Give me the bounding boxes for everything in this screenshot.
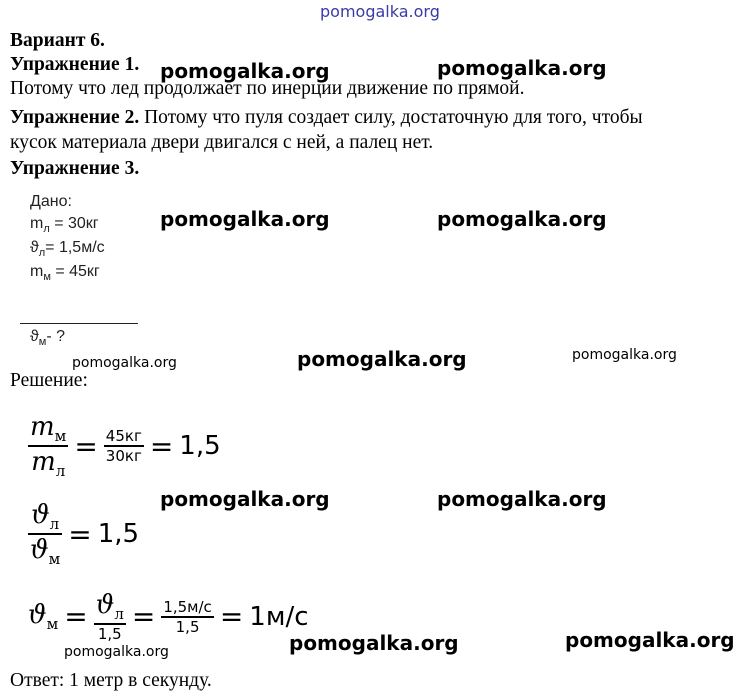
watermark-top: pomogalka.org [320,2,440,21]
f2-equals: = [68,517,92,551]
formula-ball-speed [28,590,309,643]
f1-den-value: 30кг [105,447,142,466]
fraction-mass [28,412,68,480]
fraction-speed-values [161,598,213,636]
exercise-2-text-line2: кусок материала двери двигался с ней, а палец нет. [10,132,434,153]
f1-equals: = [74,429,98,463]
exercise-3-label: Упражнение 3. [10,158,140,179]
f1-den-sub: л [55,462,66,481]
given-find-value: - ? [46,328,65,345]
f3-lhs-symbol: ϑ [28,600,47,630]
given-mass-ice-sub: л [43,223,50,236]
exercise-1-label: Упражнение 1. [10,54,140,75]
fraction-mass-values [104,427,144,465]
watermark: pomogalka.org [437,56,607,80]
f2-den-symbol: ϑ [30,535,49,566]
f1-num-value: 45кг [105,427,142,446]
given-speed-ice [30,238,105,263]
f1-num-sub: м [54,427,67,446]
f1-num-symbol: m [30,412,55,442]
watermark: pomogalka.org [160,207,330,231]
exercise-2-label: Упражнение 2. [10,107,140,128]
f1-result: 1,5 [179,431,221,462]
watermark: pomogalka.org [437,207,607,231]
f3-equals: = [64,600,88,634]
watermark: pomogalka.org [572,347,677,363]
watermark: pomogalka.org [297,347,467,371]
solution-label: Решение: [10,370,88,391]
given-find [30,327,65,352]
given-mass-ice [30,214,99,239]
given-mass-ball-value: = 45кг [50,263,100,280]
given-mass-ball [30,262,100,287]
f3-equals-2: = [131,600,156,634]
given-find-sub: м [38,336,47,349]
formula-mass-ratio [28,412,221,480]
watermark: pomogalka.org [72,355,177,371]
f3-lhs-sub: м [46,615,59,634]
f2-den-sub: м [48,550,61,569]
given-mass-ball-symbol: m [30,263,44,280]
watermark: pomogalka.org [64,644,169,660]
f3-num-sub: л [114,605,124,624]
watermark: pomogalka.org [437,487,607,511]
given-find-symbol: ϑ [30,328,39,345]
watermark: pomogalka.org [289,631,459,655]
given-mass-ball-sub: м [43,271,51,284]
f3-den-value: 1,5 [175,617,200,636]
watermark: pomogalka.org [160,487,330,511]
fraction-speed-over [94,590,126,643]
f2-result: 1,5 [97,519,140,550]
variant-title: Вариант 6. [10,30,105,51]
watermark: pomogalka.org [565,628,735,652]
given-speed-ice-sub: л [38,247,46,260]
f2-num-symbol: ϑ [31,500,50,530]
given-speed-ice-value: = 1,5м/с [45,239,105,256]
fraction-speed [28,500,62,568]
exercise-2-block [10,106,643,130]
f3-equals-3: = [219,600,244,634]
given-mass-ice-value: = 30кг [49,215,99,232]
given-title: Дано: [30,193,72,210]
f3-num-value: 1,5м/с [163,597,212,616]
answer-text: Ответ: 1 метр в секунду. [10,670,212,691]
exercise-2-text-line1: Потому что пуля создает силу, достаточную для того, чтобы [144,107,643,128]
given-speed-ice-symbol: ϑ [30,239,39,256]
formula-speed-ratio [28,500,139,568]
given-mass-ice-symbol: m [30,215,44,232]
f1-equals-2: = [149,429,174,463]
f3-den: 1,5 [97,625,122,644]
given-divider [20,323,138,324]
f2-num-sub: л [49,515,60,534]
exercise-1-text: Потому что лед продолжает по инерции движение по прямой. [10,78,525,99]
watermark: pomogalka.org [160,59,330,83]
f1-den-symbol: m [31,447,56,478]
f3-result: 1м/с [249,601,309,632]
f3-num-symbol: ϑ [95,590,115,620]
